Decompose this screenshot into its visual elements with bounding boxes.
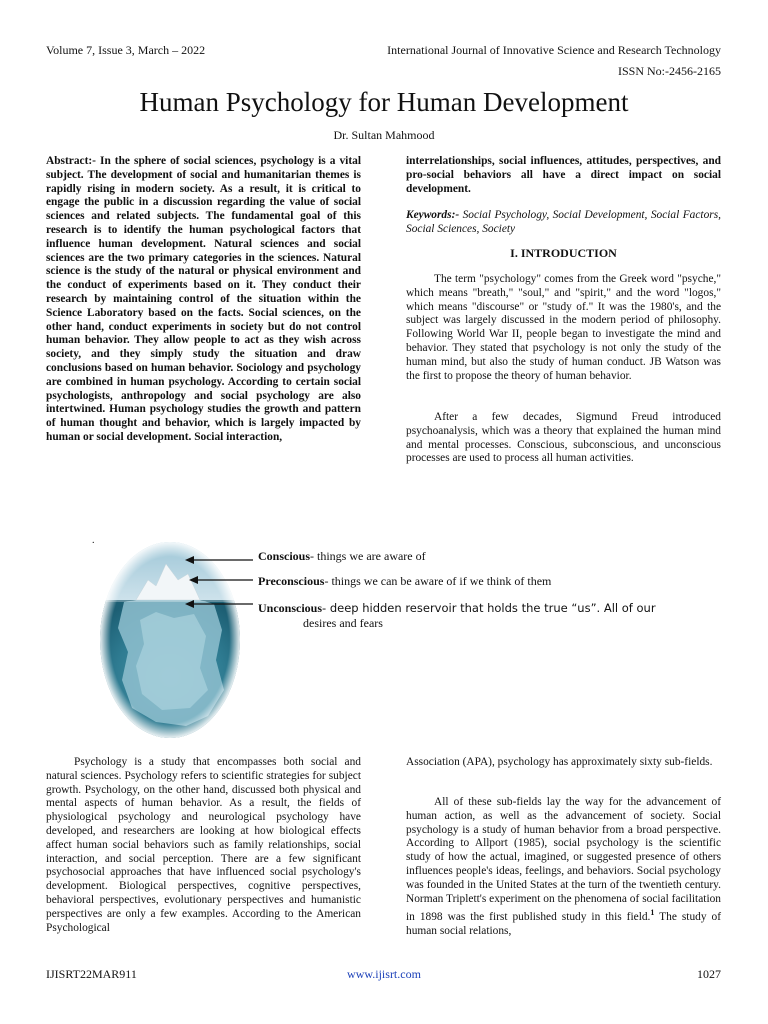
author-name: Dr. Sultan Mahmood bbox=[333, 128, 435, 142]
abstract bbox=[46, 155, 361, 445]
body-right-2-tail: The study of human social relations, bbox=[406, 911, 722, 937]
abstract-label: Abstract:- bbox=[46, 155, 96, 167]
journal-name: International Journal of Innovative Science and Research Technology bbox=[387, 43, 721, 57]
conscious-desc: - things we are aware of bbox=[310, 549, 426, 563]
keywords-label: Keywords:- bbox=[406, 209, 460, 221]
preconscious-term: Preconscious bbox=[258, 574, 325, 588]
paper-code: IJISRT22MAR911 bbox=[46, 967, 137, 981]
label-conscious bbox=[258, 549, 426, 564]
volume-info: Volume 7, Issue 3, March – 2022 bbox=[46, 43, 206, 57]
intro-paragraph-1: The term "psychology" comes from the Greek word "psyche," which means "breath," "soul," and "spirit," and the word "logos," which means "discourse" or "study of." It was the 1980's, and the subject was largely discussed in the modern period of philosophy. Following World War II, people began to investigate the mind and behavior. They stated that psychology is not only the study of the human mind, but also the study of human conduct. JB Watson was the first to propose the theory of human behavior. bbox=[406, 273, 721, 382]
unconscious-desc: - deep hidden reservoir that holds the true “us”. All of our bbox=[322, 601, 656, 615]
abstract-continued: interrelationships, social influences, attitudes, perspectives, and pro-social behaviors all have a direct impact on social development. bbox=[406, 155, 721, 195]
footnote-ref: 1 bbox=[650, 908, 655, 918]
unconscious-term: Unconscious bbox=[258, 601, 323, 615]
conscious-term: Conscious bbox=[258, 549, 311, 563]
keywords-text: Social Psychology, Social Development, Social Factors, Social Sciences, Society bbox=[406, 209, 721, 235]
body-paragraph-left: Psychology is a study that encompasses both social and natural sciences. Psychology refers to scientific strategies for subject growth. Psychology, on the other hand, discussed both physical and mental aspects of human behavior. As a result, the fields of physiological psychology and neurological psychology have developed, and researchers are looking at how biological effects affect human social behaviors such as family relationships, social interaction, and social perception. There are a few significant psychosocial approaches that have influenced social psychology's development. Biological perspectives, cognitive perspectives, behavioral perspectives, evolutionary perspectives and humanistic perspectives are only a few examples. According to the American Psychological bbox=[46, 756, 361, 934]
paper-title: Human Psychology for Human Development bbox=[139, 87, 629, 117]
keywords bbox=[406, 209, 721, 237]
preconscious-desc: - things we can be aware of if we think of them bbox=[324, 574, 552, 588]
body-paragraph-right-2 bbox=[406, 796, 721, 939]
label-unconscious bbox=[258, 601, 656, 616]
intro-paragraph-2: After a few decades, Sigmund Freud introduced psychoanalysis, which was a theory that explained the human mind and mental processes. Conscious, subconscious, and unconscious processes are used to process all human activities. bbox=[406, 411, 721, 465]
journal-url[interactable]: www.ijisrt.com bbox=[347, 967, 421, 981]
page-number: 1027 bbox=[697, 967, 721, 981]
figure-arrows bbox=[185, 552, 255, 612]
section-heading-introduction: I. INTRODUCTION bbox=[510, 246, 617, 260]
label-preconscious bbox=[258, 574, 551, 589]
issn: ISSN No:-2456-2165 bbox=[617, 64, 721, 78]
figure-dot: . bbox=[92, 535, 95, 546]
label-unconscious-cont: desires and fears bbox=[303, 616, 383, 630]
body-right-2-text: All of these sub-fields lay the way for the advancement of human action, as well as the advancement of society. Social psychology is a study of human behavior from a broad perspective. According to Allport (1985), social psychology is the scientific study of how the actual, imagined, or suggested presence of others influences people's ideas, feelings, and behaviors. Social psychology was founded in the United States at the turn of the twentieth century. Norman Triplett's experiment on the phenomena of social facilitation in 1898 was the first published study in this field. bbox=[406, 796, 721, 924]
abstract-text: In the sphere of social sciences, psychology is a vital subject. The development of social and humanitarian themes is rapidly rising in modern society. As a result, it is critical to engage the public in a discussion regarding the value of social sciences and related subjects. The fundamental goal of this research is to identify the human psychological factors that influence human development. Natural sciences and social sciences are the two primary categories in the sciences. Natural science is the study of the natural or physical environment and the conduct of experiments based on it. They conduct their research by maintaining control of the situation within the Science Laboratory based on the facts. Social sciences, on the other hand, conduct experiments in society but do not control human behavior. They allow people to act as they wish across society, and they simply study the situation and draw conclusions based on human behavior. Sociology and psychology are combined in human psychology. According to certain social psychologists, anthropology and social psychology are also intertwined. Human psychology studies the growth and pattern of human thought and behavior, which is largely impacted by human or social development. Social interaction, bbox=[46, 155, 361, 443]
body-paragraph-right-1: Association (APA), psychology has approximately sixty sub-fields. bbox=[406, 756, 713, 768]
